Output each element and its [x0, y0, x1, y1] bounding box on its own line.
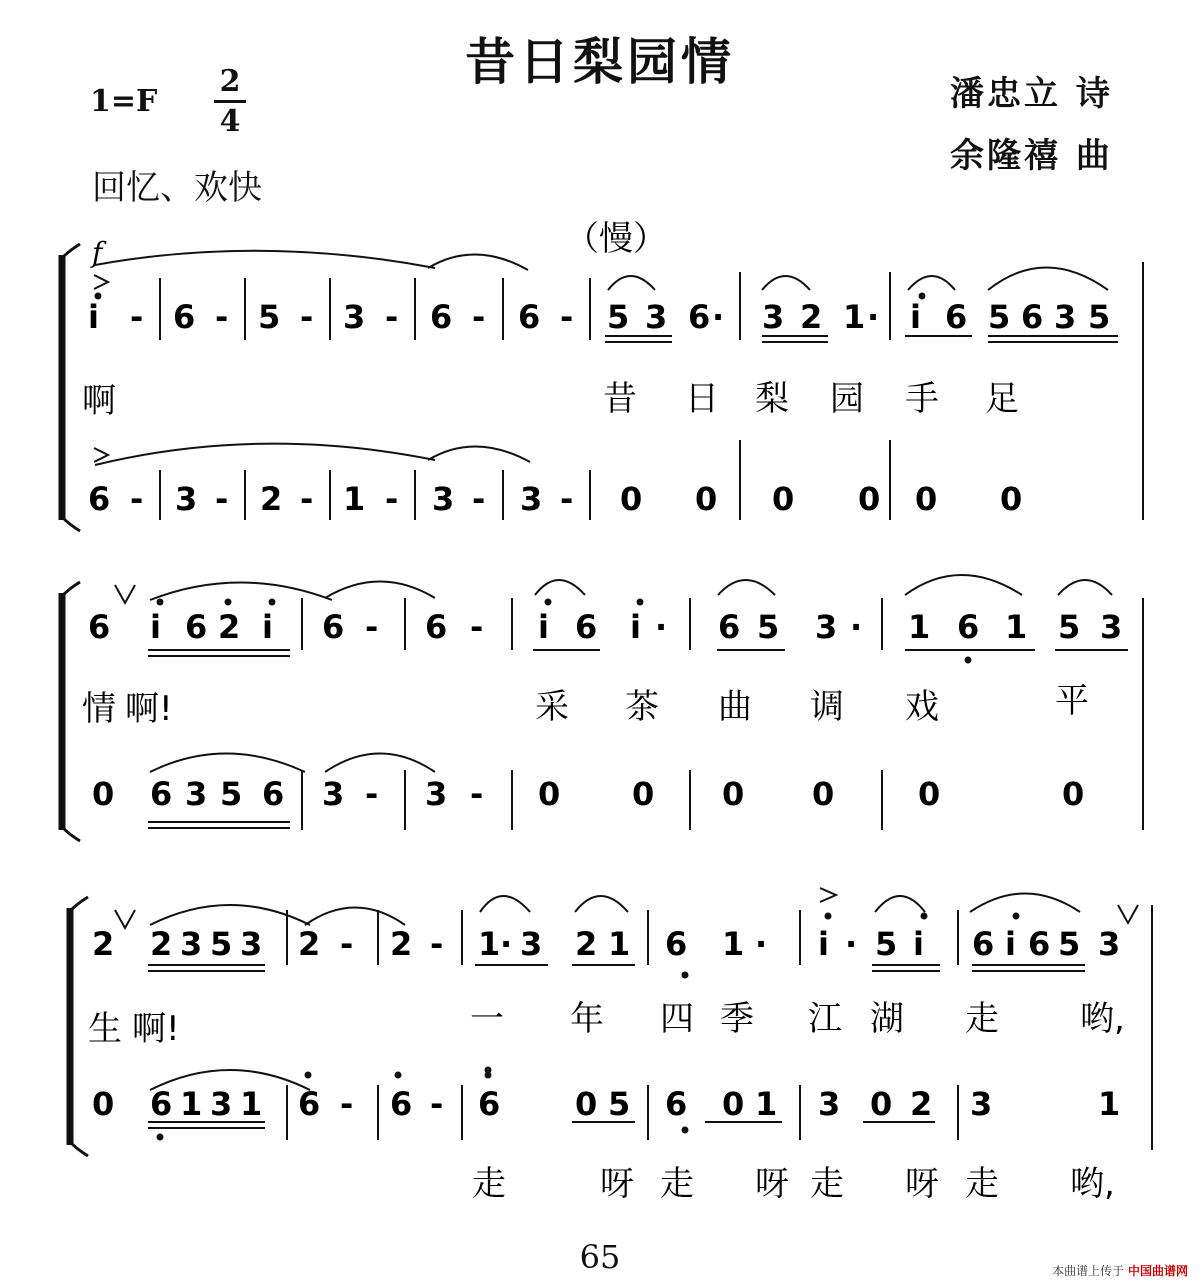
note: 6 [88, 608, 111, 646]
note: 3 [322, 775, 345, 813]
staff-1 [82, 298, 1110, 518]
note: 2 [800, 298, 823, 336]
lyric: 四 [660, 999, 694, 1039]
note: 1 [1098, 1085, 1121, 1123]
note: 0 [695, 480, 718, 518]
articulations [94, 275, 1138, 928]
note: 5 [1088, 298, 1111, 336]
lyric: 茶 [625, 687, 659, 727]
note: 6 [185, 608, 208, 646]
note: i [1005, 925, 1016, 963]
note: - [470, 608, 484, 646]
note: i [150, 608, 161, 646]
note: 6 [150, 1085, 173, 1123]
note: - [130, 298, 144, 336]
note: 2 [910, 1085, 933, 1123]
staff-3-lyrics [88, 999, 1125, 1049]
note: - [340, 925, 354, 963]
note: 3 [815, 608, 838, 646]
note: 3 [520, 480, 543, 518]
note: 6 [972, 925, 995, 963]
lyric: 情 [82, 689, 116, 729]
note: 6 [298, 1085, 321, 1123]
note: 2 [390, 925, 413, 963]
lyric: 年 [570, 999, 604, 1039]
lyric: 季 [720, 999, 754, 1039]
lyric: 走 [660, 1164, 694, 1204]
footer-text: 本曲谱上传于 [1052, 1264, 1125, 1278]
note: 3 [425, 775, 448, 813]
note: 3 [1098, 925, 1121, 963]
note: 1 [755, 1085, 778, 1123]
note: · [755, 925, 768, 963]
note: 0 [620, 480, 643, 518]
note: 1 [908, 608, 931, 646]
note: 2 [298, 925, 321, 963]
note: 3 [210, 1085, 233, 1123]
note: 6 [575, 608, 598, 646]
note: 6 [430, 298, 453, 336]
note: 3 [520, 925, 543, 963]
lyric: 足 [985, 379, 1019, 419]
note: 2 [218, 608, 241, 646]
note: 1 [843, 298, 866, 336]
staff-3-upper-notes [92, 925, 1120, 963]
song-title: 昔日梨园情 [465, 32, 735, 91]
lyric: 昔 [603, 379, 637, 419]
note: 2 [575, 925, 598, 963]
lyric: 哟, [1080, 999, 1125, 1039]
note: 1 [478, 925, 501, 963]
note: 6 [478, 1085, 501, 1123]
note: 6 [718, 608, 741, 646]
note: 5 [258, 298, 281, 336]
note: 1 [608, 925, 631, 963]
time-denominator: 4 [219, 104, 241, 139]
note: 3 [175, 480, 198, 518]
note: 6 [945, 298, 968, 336]
note: i [262, 608, 273, 646]
lyric: 哟, [1070, 1164, 1115, 1204]
note: i [88, 298, 99, 336]
tempo-change: （慢） [565, 219, 667, 259]
note: · [850, 608, 863, 646]
note: 0 [575, 1085, 598, 1123]
footer-site: 中国曲谱网 [1127, 1264, 1188, 1278]
note: 0 [1062, 775, 1085, 813]
lyric: 一 [470, 999, 504, 1039]
note: 0 [92, 1085, 115, 1123]
lyric: 啊 [82, 381, 116, 421]
note: 3 [185, 775, 208, 813]
note: 1 [1005, 608, 1028, 646]
note: 5 [1058, 608, 1081, 646]
note: 1 [180, 1085, 203, 1123]
note: 2 [260, 480, 283, 518]
note: - [472, 298, 486, 336]
lyric: 手 [905, 379, 939, 419]
note: 0 [858, 480, 881, 518]
note: 1 [240, 1085, 263, 1123]
page-number: 65 [579, 1238, 621, 1276]
lyric: 呀 [755, 1164, 789, 1204]
note: 5 [988, 298, 1011, 336]
note: - [470, 775, 484, 813]
note: 6 [957, 608, 980, 646]
note: 0 [918, 775, 941, 813]
note: 3 [432, 480, 455, 518]
staff-2-lyrics [82, 681, 1089, 729]
lyric: 梨 [755, 379, 789, 419]
lyric: 湖 [870, 999, 904, 1039]
note: i [818, 925, 829, 963]
note: 0 [812, 775, 835, 813]
note: 0 [870, 1085, 893, 1123]
staff-1-upper-notes [88, 298, 1110, 336]
note: 0 [772, 480, 795, 518]
lyric: 呀 [600, 1164, 634, 1204]
note: 3 [645, 298, 668, 336]
lyric: 日 [685, 379, 719, 419]
lyric: 曲 [718, 687, 752, 727]
staff-2 [82, 608, 1122, 813]
lyric: 走 [810, 1164, 844, 1204]
lyric: 啊! [125, 689, 173, 729]
note: · [712, 298, 725, 336]
note: - [385, 298, 399, 336]
staff-3-lower-notes [92, 1085, 1120, 1123]
lyric: 生 [88, 1009, 122, 1049]
note: - [215, 480, 229, 518]
note: 6 [262, 775, 285, 813]
lyric: 走 [965, 999, 999, 1039]
note: 6 [390, 1085, 413, 1123]
note: 5 [875, 925, 898, 963]
note: 5 [1058, 925, 1081, 963]
note: i [538, 608, 549, 646]
dynamic-marking: f [92, 236, 103, 269]
note: 5 [608, 1085, 631, 1123]
note: 6 [1021, 298, 1044, 336]
note: 0 [1000, 480, 1023, 518]
note: 0 [915, 480, 938, 518]
note: 3 [240, 925, 263, 963]
tempo-marking: 回忆、欢快 [92, 168, 262, 208]
note: 0 [92, 775, 115, 813]
note: - [300, 480, 314, 518]
note: 0 [722, 1085, 745, 1123]
note: 3 [1100, 608, 1123, 646]
note: 6 [425, 608, 448, 646]
lyric: 走 [472, 1164, 506, 1204]
note: 5 [607, 298, 630, 336]
staff-3 [88, 925, 1125, 1204]
note: - [560, 298, 574, 336]
staff-3-lower-lyrics [472, 1164, 1115, 1204]
note: 0 [722, 775, 745, 813]
note: - [215, 298, 229, 336]
composer-credit: 余隆禧 曲 [950, 136, 1113, 176]
note: i [630, 608, 641, 646]
note: - [385, 480, 399, 518]
staff-2-upper-notes [88, 608, 1122, 646]
note: 3 [818, 1085, 841, 1123]
lyric: 戏 [905, 687, 939, 727]
note: 1 [343, 480, 366, 518]
note: · [655, 608, 668, 646]
note: 6 [322, 608, 345, 646]
lyric: 啊! [132, 1009, 180, 1049]
lyric: 园 [830, 379, 864, 419]
note: · [500, 925, 513, 963]
note: 5 [757, 608, 780, 646]
time-numerator: 2 [219, 64, 241, 99]
note: 2 [92, 925, 115, 963]
note: - [472, 480, 486, 518]
note: 0 [632, 775, 655, 813]
note: · [867, 298, 880, 336]
note: - [365, 775, 379, 813]
note: - [300, 298, 314, 336]
note: 3 [1054, 298, 1077, 336]
footer-watermark [1052, 1262, 1188, 1279]
lyric: 采 [535, 687, 569, 727]
note: - [365, 608, 379, 646]
note: - [560, 480, 574, 518]
note: 6 [150, 775, 173, 813]
note: i [910, 298, 921, 336]
note: 5 [220, 775, 243, 813]
note: 2 [150, 925, 173, 963]
lyric: 呀 [905, 1164, 939, 1204]
note: - [130, 480, 144, 518]
note: · [845, 925, 858, 963]
lyricist-credit: 潘忠立 诗 [950, 74, 1113, 114]
note: 1 [722, 925, 745, 963]
note: 6 [518, 298, 541, 336]
note: 3 [762, 298, 785, 336]
note: 5 [210, 925, 233, 963]
note: 6 [173, 298, 196, 336]
note: 6 [688, 298, 711, 336]
note: i [913, 925, 924, 963]
note: 6 [665, 1085, 688, 1123]
lyric: 平 [1055, 681, 1089, 721]
lyric: 走 [965, 1164, 999, 1204]
note: 3 [180, 925, 203, 963]
staff-1-lyrics [82, 379, 1019, 421]
note: - [430, 1085, 444, 1123]
lyric: 调 [810, 687, 844, 727]
staff-1-lower-notes [88, 480, 1022, 518]
note: 3 [970, 1085, 993, 1123]
note: - [430, 925, 444, 963]
lyric: 江 [808, 999, 842, 1039]
note: 0 [538, 775, 561, 813]
note: 6 [88, 480, 111, 518]
staff-2-lower-notes [92, 775, 1084, 813]
key-signature: 1=F [90, 84, 158, 119]
note: 6 [665, 925, 688, 963]
note: - [340, 1085, 354, 1123]
note: 6 [1028, 925, 1051, 963]
note: 3 [343, 298, 366, 336]
